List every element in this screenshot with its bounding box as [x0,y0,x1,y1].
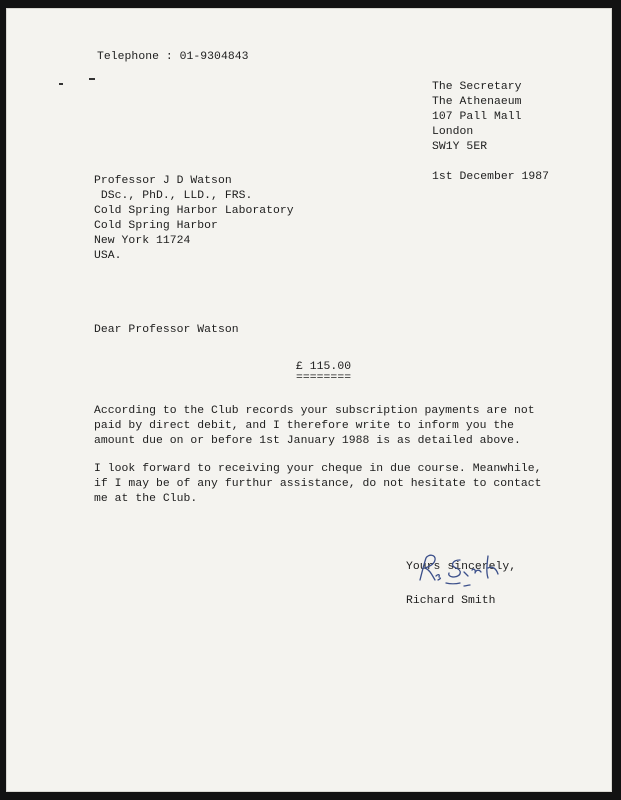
paragraph-line: paid by direct debit, and I therefore write to inform you the [94,420,515,432]
sender-address-line: SW1Y 5ER [432,141,488,153]
letter-page [6,8,612,792]
signature-name: Richard Smith [406,595,496,607]
salutation: Dear Professor Watson [94,324,239,336]
closing: Yours sincerely, [406,561,517,573]
sender-address-line: The Athenaeum [432,96,522,108]
paragraph-line: amount due on or before 1st January 1988 is as detailed above. [94,435,521,447]
sender-address-line: London [432,126,474,138]
sender-address-line: 107 Pall Mall [432,111,522,123]
paragraph-line: According to the Club records your subscription payments are not [94,405,535,417]
paragraph-line: I look forward to receiving your cheque in due course. Meanwhile, [94,463,542,475]
recipient-address-line: DSc., PhD., LLD., FRS. [94,190,253,202]
paragraph-line: me at the Club. [94,493,198,505]
stray-mark [59,83,63,85]
recipient-address-line: Professor J D Watson [94,175,232,187]
recipient-address-line: USA. [94,250,122,262]
sender-address-line: The Secretary [432,81,522,93]
amount-due: £ 115.00 [296,361,352,373]
amount-underline: ======== [296,372,352,384]
handwritten-signature [416,550,526,590]
recipient-address-line: New York 11724 [94,235,191,247]
letter-date: 1st December 1987 [432,171,550,183]
paragraph-line: if I may be of any furthur assistance, do not hesitate to contact [94,478,542,490]
telephone-line: Telephone : 01-9304843 [97,51,249,63]
recipient-address-line: Cold Spring Harbor [94,220,218,232]
recipient-address-line: Cold Spring Harbor Laboratory [94,205,294,217]
stray-mark [89,78,95,80]
